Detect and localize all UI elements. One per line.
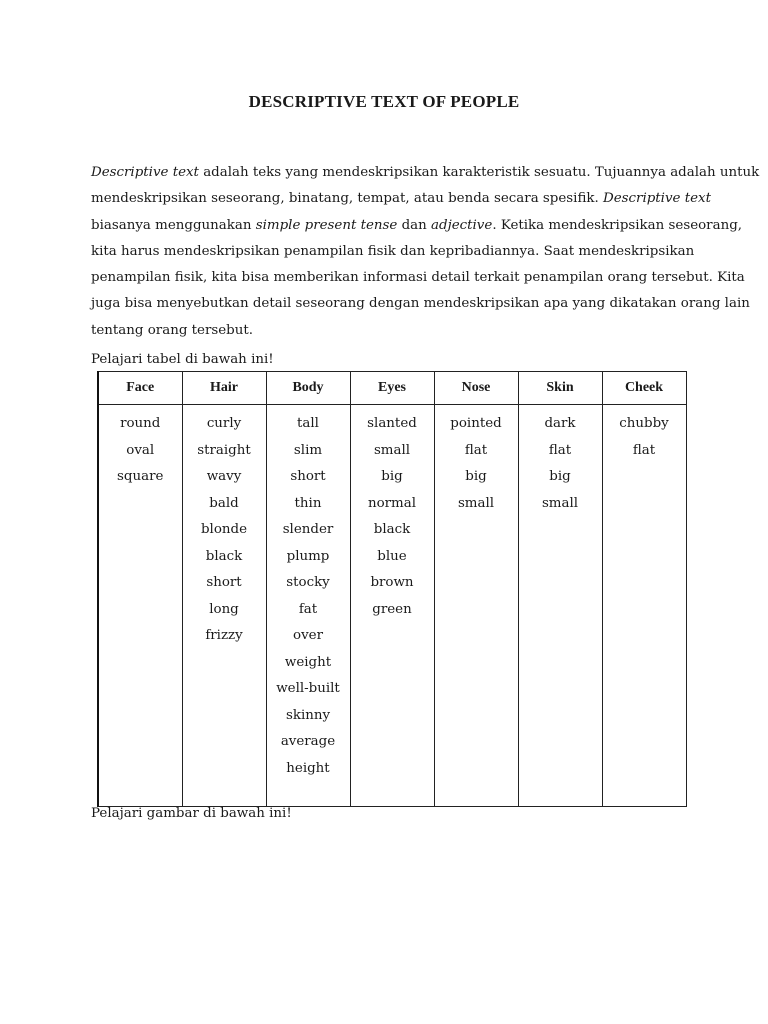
vocabulary-word: plump (286, 548, 330, 564)
header-hair: Hair (182, 372, 266, 405)
header-nose: Nose (434, 372, 518, 405)
vocabulary-word: square (117, 469, 164, 484)
text-run: dan (397, 217, 432, 233)
column-skin (518, 405, 602, 807)
column-cheek (602, 405, 686, 807)
vocabulary-word: height (286, 760, 330, 776)
vocabulary-word: bald (209, 495, 239, 511)
column-face (98, 405, 182, 807)
text-run: adalah teks yang mendeskripsikan karakteristik sesuatu. Tujuannya adalah untuk (198, 165, 760, 180)
vocabulary-word: normal (367, 495, 417, 511)
text-run: juga bisa menyebutkan detail seseorang dengan mendeskripsikan apa yang dikatakan orang lain (91, 296, 750, 312)
vocabulary-word: slim (293, 442, 323, 458)
vocabulary-table (97, 371, 687, 807)
vocabulary-word: small (373, 442, 411, 458)
table-instruction: Pelajari tabel di bawah ini! (91, 352, 274, 367)
italic-term: adjective (431, 217, 493, 233)
vocabulary-word: blonde (200, 522, 248, 537)
paragraph-line (91, 291, 750, 317)
paragraph-line (91, 186, 711, 212)
column-body (266, 405, 350, 807)
page-title: DESCRIPTIVE TEXT OF PEOPLE (248, 92, 520, 111)
vocabulary-word: round (120, 416, 161, 431)
vocabulary-word: wavy (206, 469, 242, 484)
header-skin: Skin (518, 372, 602, 405)
vocabulary-word: oval (126, 442, 155, 458)
vocabulary-word: brown (370, 575, 414, 590)
vocabulary-word: blue (377, 548, 407, 564)
vocabulary-word: flat (548, 442, 572, 458)
vocabulary-word: skinny (285, 707, 331, 723)
vocabulary-word: stocky (286, 575, 330, 590)
vocabulary-word: pointed (450, 416, 502, 431)
vocabulary-word: flat (632, 442, 656, 458)
header-face: Face (98, 372, 182, 405)
vocabulary-word: small (457, 495, 495, 511)
text-run: penampilan fisik, kita bisa memberikan informasi detail terkait penampilan orang tersebut. Kita (91, 270, 745, 286)
vocabulary-word: well-built (276, 681, 340, 696)
column-nose (434, 405, 518, 807)
column-eyes (350, 405, 434, 807)
picture-instruction: Pelajari gambar di bawah ini! (91, 806, 292, 821)
text-run: mendeskripsikan seseorang, binatang, tempat, atau benda secara spesifik. (91, 191, 604, 207)
vocabulary-word: long (209, 601, 239, 617)
vocabulary-word: thin (294, 495, 322, 511)
intro-paragraph (91, 160, 760, 344)
vocabulary-word: slender (282, 522, 334, 537)
italic-term: Descriptive text (603, 191, 711, 207)
vocabulary-word: fat (298, 601, 318, 617)
paragraph-line (91, 239, 695, 265)
italic-term: simple present tense (255, 217, 398, 233)
vocabulary-word: weight (284, 654, 332, 670)
paragraph-line (91, 160, 760, 186)
vocabulary-word: short (290, 469, 326, 484)
paragraph-line (91, 213, 743, 239)
vocabulary-word: chubby (619, 416, 669, 431)
vocabulary-word: big (465, 469, 487, 484)
vocabulary-word: slanted (367, 416, 417, 431)
vocabulary-word: black (373, 522, 411, 537)
column-hair (182, 405, 266, 807)
header-body: Body (266, 372, 350, 405)
italic-term: Descriptive text (91, 165, 199, 180)
paragraph-line (91, 318, 681, 344)
vocabulary-word: over (293, 628, 323, 643)
vocabulary-word: dark (544, 416, 576, 431)
table-body-row (98, 405, 686, 807)
vocabulary-word: tall (297, 416, 319, 431)
vocabulary-word: black (205, 548, 243, 564)
vocabulary-word: short (206, 575, 242, 590)
text-run: . Ketika mendeskripsikan seseorang, (492, 217, 743, 233)
text-run: biasanya menggunakan (91, 217, 256, 233)
vocabulary-word: straight (197, 442, 251, 458)
text-run: kita harus mendeskripsikan penampilan fisik dan kepribadiannya. Saat mendeskripsikan (91, 243, 695, 259)
vocabulary-word: flat (464, 442, 488, 458)
vocabulary-word: green (372, 601, 412, 617)
vocabulary-word: small (541, 495, 579, 511)
header-cheek: Cheek (602, 372, 686, 405)
header-eyes: Eyes (350, 372, 434, 405)
vocabulary-word: average (280, 734, 336, 749)
table-header-row (98, 372, 686, 405)
vocabulary-word: big (381, 469, 403, 484)
vocabulary-word: curly (206, 416, 242, 431)
text-run: tentang orang tersebut. (91, 322, 253, 338)
vocabulary-word: big (549, 469, 571, 484)
vocabulary-word: frizzy (205, 628, 243, 643)
paragraph-line (91, 265, 745, 291)
